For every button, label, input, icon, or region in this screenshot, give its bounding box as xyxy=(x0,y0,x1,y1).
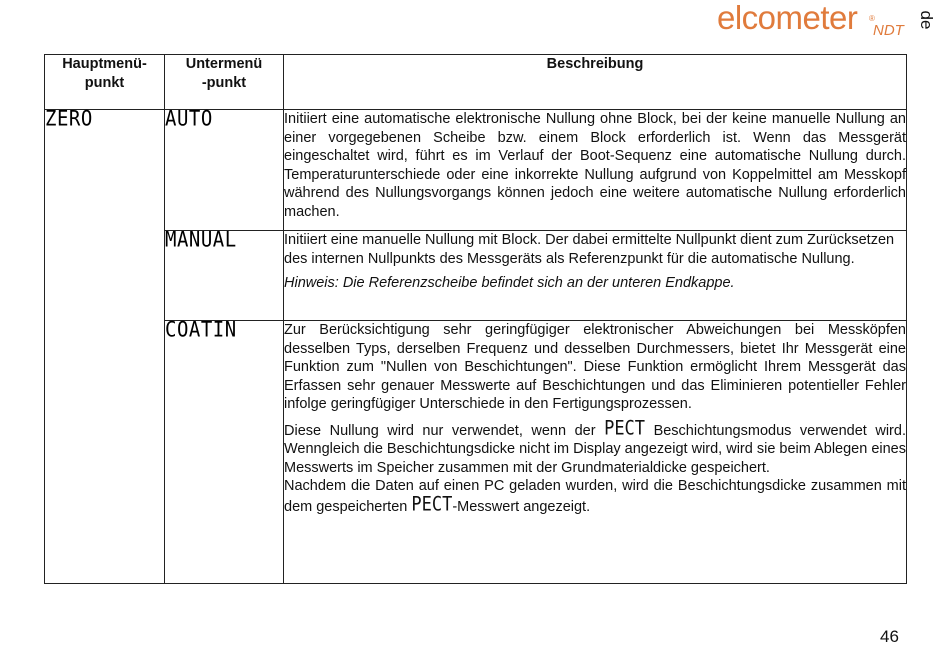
logo-wordmark: elcometer xyxy=(717,0,858,36)
language-tab: de xyxy=(917,10,936,30)
description-coatin-intro: Zur Berücksichtigung sehr geringfügiger elektronischer Abweichungen bei Messköpfen desselben Typs, derselben Frequenz und desselben Durchmessers, bietet Ihr Messgerät eine Funktion zum "Nullen von Beschichtungen". Diese Funktion ermöglicht Ihrem Messgerät das Erfassen sehr genauer Messwerte auf Beschichtungen und das Eliminieren potentieller Fehler infolge geringfügiger Unterschiede in den Fertigungsprozessen. xyxy=(284,322,906,412)
description-cell-manual xyxy=(284,231,907,321)
note-manual: Hinweis: Die Referenzscheibe befindet sich an der unteren Endkappe. xyxy=(284,275,735,291)
menu-description-table xyxy=(44,54,907,584)
description-cell-coatin xyxy=(284,321,907,584)
column-header-sub-menu: Untermenü -punkt xyxy=(165,55,284,110)
pect-mode-text-before: Diese Nullung wird nur verwendet, wenn der xyxy=(284,422,605,439)
description-cell-auto xyxy=(284,110,907,231)
sub-menu-item-coatin: COATIN xyxy=(165,317,237,343)
main-menu-item-zero: ZERO xyxy=(45,106,93,132)
table-header-row xyxy=(45,55,907,110)
description-coatin-pc-upload xyxy=(284,477,906,516)
table-row-auto xyxy=(45,110,907,231)
table-row-coatin xyxy=(45,321,907,584)
pect-lcd-label: PECT xyxy=(604,416,646,440)
description-manual: Initiiert eine manuelle Nullung mit Block. Der dabei ermittelte Nullpunkt dient zum Zurücksetzen des internen Nullpunkts des Messgeräts als Referenzpunkt für die automatische Nullung. xyxy=(284,232,895,267)
pc-upload-text-after: -Messwert angezeigt. xyxy=(452,498,591,515)
pect-mode-text-after: Beschichtungsmodus verwendet wird. Wenngleich die Beschichtungsdicke nicht im Display angezeigt wird, wird sie beim Ablegen eines Messwerts im Speicher zusammen mit der Grundmaterialdicke gespeichert. xyxy=(284,422,906,476)
column-header-description: Beschreibung xyxy=(284,55,907,110)
column-header-main-menu: Hauptmenü- punkt xyxy=(45,55,165,110)
page-number: 46 xyxy=(880,627,899,646)
logo-registered-mark: ® xyxy=(869,14,875,23)
sub-menu-cell-manual xyxy=(165,227,284,321)
description-auto: Initiiert eine automatische elektronische Nullung ohne Block, bei der keine manuelle Nullung an einer vorgegebenen Scheibe bzw. einem Block erforderlich ist. Wenn das Messgerät eingeschaltet wird, führt es im Verlauf der Boot-Sequenz eine automatische Nullung durch. Temperaturunterschiede oder eine inkorrekte Nullung aufgrund von Koppelmittel am Messkopf während des Nullungsvorgangs können jedoch eine weitere automatische Nullung erforderlich machen. xyxy=(284,111,906,220)
elcometer-ndt-logo xyxy=(717,0,917,44)
sub-menu-cell-auto xyxy=(165,106,284,231)
pc-upload-text-before: Nachdem die Daten auf einen PC geladen wurden, wird die Beschichtungsdicke zusammen mit dem gespeicherten xyxy=(284,478,906,515)
main-menu-cell xyxy=(45,106,165,584)
sub-menu-item-auto: AUTO xyxy=(165,106,213,132)
table-row-manual xyxy=(45,231,907,321)
logo-ndt-suffix: NDT xyxy=(873,22,904,39)
sub-menu-cell-coatin xyxy=(165,317,284,584)
pect-lcd-label-2: PECT xyxy=(411,492,453,516)
sub-menu-item-manual: MANUAL xyxy=(165,227,237,253)
description-coatin-pect-mode xyxy=(284,416,906,478)
